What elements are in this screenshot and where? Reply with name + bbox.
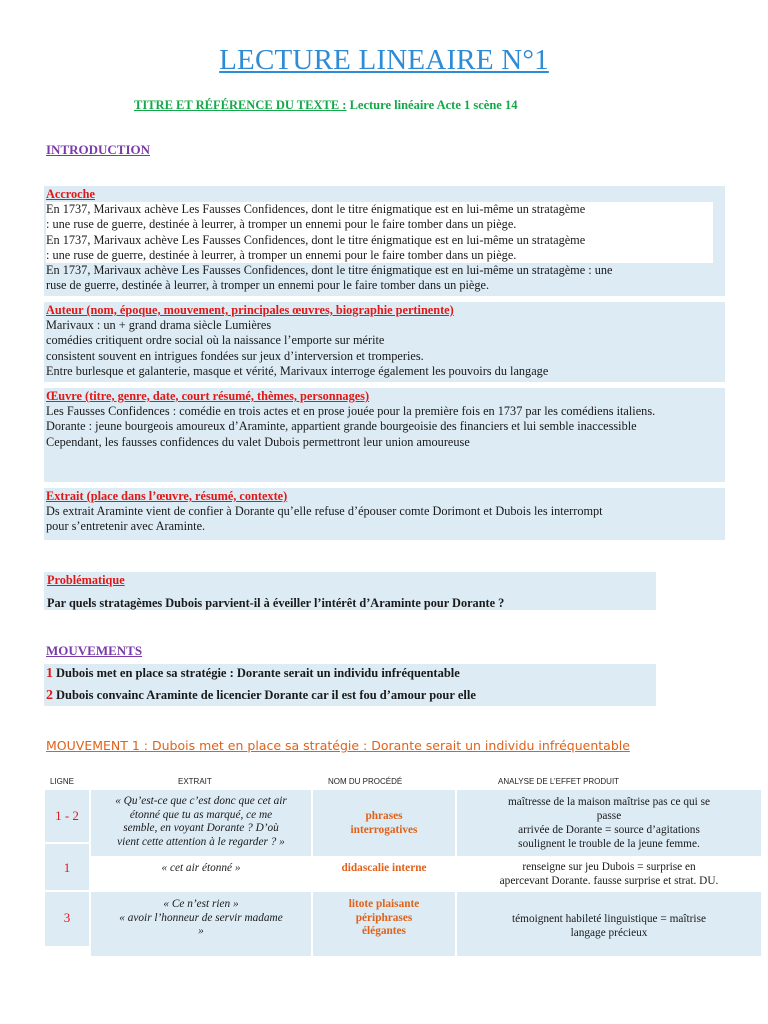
table-cell-procede <box>312 857 456 891</box>
introduction-heading: INTRODUCTION <box>46 142 151 157</box>
table-cell-analyse <box>456 857 762 891</box>
extrait-line: « cet air étonné » <box>161 862 241 874</box>
problematique-question: Par quels stratagèmes Dubois parvient-il à éveiller l’intérêt d’Araminte pour Dorante ? <box>47 596 505 610</box>
analyse-line: témoignent habileté linguistique = maîtrise <box>512 913 706 925</box>
analyse-line: apercevant Dorante. fausse surprise et strat. DU. <box>499 875 719 887</box>
analyse-line: passe <box>596 810 622 822</box>
auteur-heading: Auteur (nom, époque, mouvement, principales œuvres, biographie pertinente) <box>46 303 454 317</box>
procede-line: didascalie interne <box>341 862 427 874</box>
table-cell-extrait <box>90 891 312 957</box>
problematique-section <box>44 572 656 610</box>
table-cell-ligne: 1 - 2 <box>44 789 90 843</box>
procede-line: élégantes <box>362 925 406 937</box>
text-reference-label: TITRE ET RÉFÉRENCE DU TEXTE : <box>134 98 347 112</box>
oeuvre-heading: Œuvre (titre, genre, date, court résumé, thèmes, personnages) <box>46 389 370 403</box>
mouvement-text: Dubois met en place sa stratégie : Dorante serait un individu infréquentable <box>56 666 460 680</box>
column-header-extrait: EXTRAIT <box>178 777 212 786</box>
extrait-line: semble, en voyant Dorante ? D’où <box>123 822 279 834</box>
extrait-line: Ds extrait Araminte vient de confier à Dorante qu’elle refuse d’épouser comte Dorimont et Dubois les interrompt <box>46 504 603 519</box>
auteur-section <box>44 302 725 382</box>
extrait-line: vient cette attention à le regarder ? » <box>117 835 285 848</box>
extrait-section <box>44 488 725 540</box>
table-cell-ligne: 3 <box>44 891 90 947</box>
procede-line: périphrases <box>355 911 413 924</box>
mouvement-number: 1 <box>46 666 53 681</box>
extrait-heading: Extrait (place dans l’œuvre, résumé, contexte) <box>46 489 288 503</box>
auteur-line: Marivaux : un + grand drama siècle Lumières <box>46 318 272 333</box>
table-cell-extrait <box>90 857 312 891</box>
problematique-heading: Problématique <box>47 573 125 587</box>
table-cell-analyse <box>456 891 762 957</box>
auteur-line: consistent souvent en intrigues fondées sur jeux d’interversion et tromperies. <box>46 348 424 363</box>
oeuvre-line: Dorante : jeune bourgeois amoureux d’Araminte, appartient grande bourgeoisie des financiers et lui semble inaccessible <box>46 419 637 434</box>
table-cell-analyse <box>456 789 762 857</box>
accroche-line: En 1737, Marivaux achève Les Fausses Confidences, dont le titre énigmatique est en lui-même un stratagème <box>46 232 586 247</box>
oeuvre-section <box>44 388 725 482</box>
mouvement1-title: MOUVEMENT 1 : Dubois met en place sa stratégie : Dorante serait un individu infréquentable <box>46 738 630 753</box>
analyse-line: maîtresse de la maison maîtrise pas ce qui se <box>507 796 711 808</box>
mouvement-item <box>44 664 656 686</box>
auteur-line: comédies critiquent ordre social où la naissance l’emporte sur mérite <box>46 333 385 348</box>
mouvement-item <box>44 686 656 706</box>
extrait-line: « Ce n’est rien » <box>163 898 239 910</box>
column-header-analyse: ANALYSE DE L’EFFET PRODUIT <box>498 777 620 786</box>
mouvement-number: 2 <box>46 688 53 703</box>
analyse-line: renseigne sur jeu Dubois = surprise en <box>522 861 696 873</box>
table-cell-procede <box>312 789 456 857</box>
mouvement-text: Dubois convainc Araminte de licencier Dorante car il est fou d’amour pour elle <box>56 688 476 702</box>
extrait-line: « avoir l’honneur de servir madame <box>119 911 283 924</box>
accroche-repeat-block <box>46 202 713 263</box>
table-cell-procede <box>312 891 456 957</box>
mouvements-heading: MOUVEMENTS <box>46 643 143 658</box>
table-cell-ligne: 1 <box>44 843 90 891</box>
procede-line: interrogatives <box>350 823 418 836</box>
accroche-line: : une ruse de guerre, destinée à leurrer, à tromper un ennemi pour le faire tomber dans un piège. <box>46 247 517 262</box>
accroche-line: En 1737, Marivaux achève Les Fausses Confidences, dont le titre énigmatique est en lui-même un stratagème : une <box>46 263 613 278</box>
table-cell-extrait <box>90 789 312 857</box>
extrait-line: étonné que tu as marqué, ce me <box>129 808 273 821</box>
text-reference <box>134 98 517 113</box>
procede-line: phrases <box>365 810 403 822</box>
extrait-line: « Qu’est-ce que c’est donc que cet air <box>115 795 287 807</box>
oeuvre-line: Cependant, les fausses confidences du valet Dubois permettront leur union amoureuse <box>46 434 470 449</box>
column-header-procede: NOM DU PROCÉDÉ <box>328 777 403 786</box>
analyse-line: soulignent le trouble de la jeune femme. <box>518 838 700 850</box>
analyse-line: langage précieux <box>570 927 648 939</box>
page-title: LECTURE LINEAIRE N°1 <box>219 44 549 76</box>
procede-line: litote plaisante <box>348 898 420 910</box>
accroche-line: ruse de guerre, destinée à leurrer, à tromper un ennemi pour le faire tomber dans un piège. <box>46 278 490 293</box>
extrait-line: » <box>198 925 204 937</box>
accroche-section <box>44 186 725 296</box>
extrait-line: pour s’entretenir avec Araminte. <box>46 519 206 534</box>
analyse-line: arrivée de Dorante = source d’agitations <box>518 824 700 836</box>
accroche-heading: Accroche <box>46 187 95 201</box>
oeuvre-line: Les Fausses Confidences : comédie en trois actes et en prose jouée pour la première fois en 1737 par les comédiens italiens. <box>46 404 656 419</box>
accroche-line: En 1737, Marivaux achève Les Fausses Confidences, dont le titre énigmatique est en lui-même un stratagème <box>46 202 586 217</box>
text-reference-value: Lecture linéaire Acte 1 scène 14 <box>346 98 518 112</box>
column-header-ligne: LIGNE <box>50 777 75 786</box>
accroche-line: : une ruse de guerre, destinée à leurrer, à tromper un ennemi pour le faire tomber dans un piège. <box>46 217 517 232</box>
auteur-line: Entre burlesque et galanterie, masque et vérité, Marivaux interroge également les pouvoirs du langage <box>46 363 549 378</box>
